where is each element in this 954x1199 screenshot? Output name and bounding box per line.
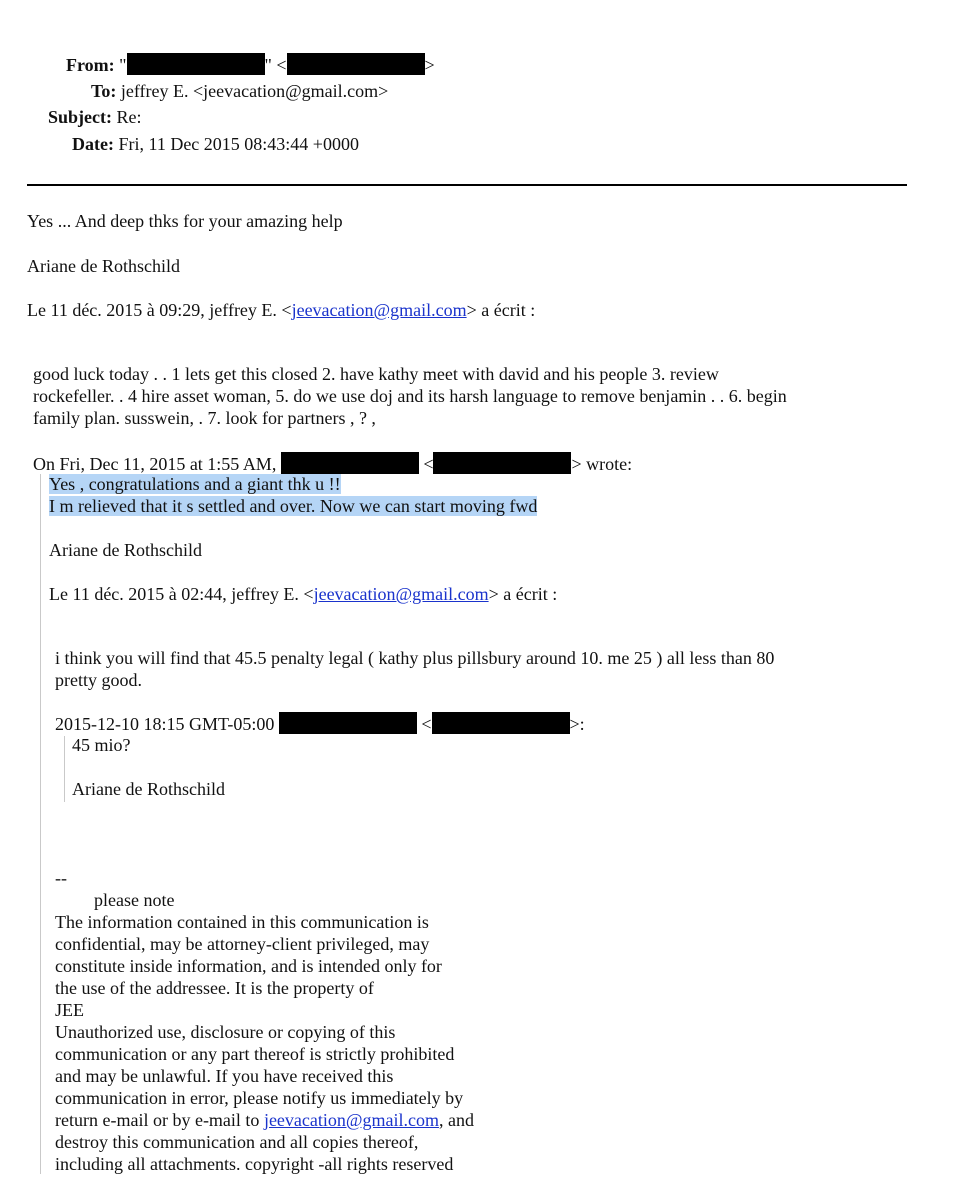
subject-row — [48, 107, 142, 127]
from-quote-open: " — [119, 55, 127, 75]
disclaimer-line: including all attachments. copyright -all rights reserved — [55, 1154, 454, 1174]
disclaimer-line: the use of the addressee. It is the property of — [55, 978, 374, 998]
disclaimer-line: constitute inside information, and is intended only for — [55, 956, 442, 976]
quote-intro-text: Le 11 déc. 2015 à 09:29, jeffrey E. < — [27, 300, 292, 320]
inner-quote-bar — [64, 736, 65, 802]
reply-quote-intro — [27, 300, 535, 320]
from-row — [66, 53, 435, 75]
quote-intro-suffix: > a écrit : — [488, 584, 558, 604]
quote-intro-date: 2015-12-10 18:15 GMT-05:00 — [55, 714, 275, 734]
disclaimer-line: Unauthorized use, disclosure or copying of this — [55, 1022, 396, 1042]
notify-prefix: return e-mail or by e-mail to — [55, 1110, 264, 1130]
wrote-suffix: > wrote: — [571, 454, 633, 474]
signature-dashes: -- — [55, 868, 67, 888]
date-label: Date: — [72, 134, 114, 154]
message-line: i think you will find that 45.5 penalty legal ( kathy plus pillsbury around 10. me 25 ) all less than 80 — [55, 648, 775, 668]
notify-suffix: , and — [438, 1110, 474, 1130]
reply-signature: Ariane de Rothschild — [27, 256, 180, 276]
reply-body: Yes ... And deep thks for your amazing help — [27, 211, 343, 231]
to-row — [91, 81, 388, 101]
redacted-name — [281, 452, 419, 474]
disclaimer-line: communication or any part thereof is strictly prohibited — [55, 1044, 455, 1064]
subject-label: Subject: — [48, 107, 112, 127]
redacted-email — [432, 712, 570, 734]
wrote-line — [33, 452, 632, 474]
redacted-name — [279, 712, 417, 734]
subject-value: Re: — [116, 107, 142, 127]
wrote-mid: < — [423, 454, 434, 474]
disclaimer-line: and may be unlawful. If you have received this — [55, 1066, 394, 1086]
redacted-sender-name — [127, 53, 265, 75]
from-quote-close: " < — [264, 55, 287, 75]
highlighted-text: I m relieved that it s settled and over. Now we can start moving fwd — [49, 496, 538, 516]
redacted-email — [433, 452, 571, 474]
date-row — [72, 134, 359, 154]
quote-intro-text: Le 11 déc. 2015 à 02:44, jeffrey E. < — [49, 584, 314, 604]
quote-intro-suffix: >: — [569, 714, 585, 734]
highlighted-text: Yes , congratulations and a giant thk u !! — [49, 474, 341, 494]
disclaimer-line: communication in error, please notify us immediately by — [55, 1088, 464, 1108]
inner-quoted-signature: Ariane de Rothschild — [72, 779, 225, 799]
quoted-intro — [49, 584, 557, 604]
wrote-prefix: On Fri, Dec 11, 2015 at 1:55 AM, — [33, 454, 277, 474]
message-line: family plan. susswein, . 7. look for partners , ? , — [33, 408, 376, 428]
please-note: please note — [94, 890, 175, 910]
to-label: To: — [91, 81, 117, 101]
email-link[interactable]: jeevacation@gmail.com — [263, 1110, 439, 1130]
from-close: > — [424, 55, 435, 75]
highlighted-line — [49, 474, 341, 494]
message-line: rockefeller. . 4 hire asset woman, 5. do we use doj and its harsh language to remove benjamin . . 6. begin — [33, 386, 787, 406]
disclaimer-line: JEE — [55, 1000, 84, 1020]
from-label: From: — [66, 55, 115, 75]
quoted-signature: Ariane de Rothschild — [49, 540, 202, 560]
header-divider — [27, 184, 907, 186]
redacted-sender-email — [287, 53, 425, 75]
disclaimer-notify-line — [55, 1110, 474, 1130]
inner-quoted-line: 45 mio? — [72, 735, 131, 755]
quote-bar — [40, 474, 41, 1174]
email-link[interactable]: jeevacation@gmail.com — [313, 584, 489, 604]
quote-intro-mid: < — [421, 714, 432, 734]
disclaimer-line: destroy this communication and all copies thereof, — [55, 1132, 419, 1152]
email-link[interactable]: jeevacation@gmail.com — [291, 300, 467, 320]
quote-intro-suffix: > a écrit : — [466, 300, 536, 320]
message-line: good luck today . . 1 lets get this closed 2. have kathy meet with david and his people 3. review — [33, 364, 719, 384]
inner-quote-intro — [55, 712, 585, 734]
to-value: jeffrey E. <jeevacation@gmail.com> — [120, 81, 389, 101]
message-line: pretty good. — [55, 670, 142, 690]
disclaimer-line: confidential, may be attorney-client privileged, may — [55, 934, 430, 954]
highlighted-line — [49, 496, 537, 516]
date-value: Fri, 11 Dec 2015 08:43:44 +0000 — [118, 134, 359, 154]
disclaimer-line: The information contained in this communication is — [55, 912, 429, 932]
